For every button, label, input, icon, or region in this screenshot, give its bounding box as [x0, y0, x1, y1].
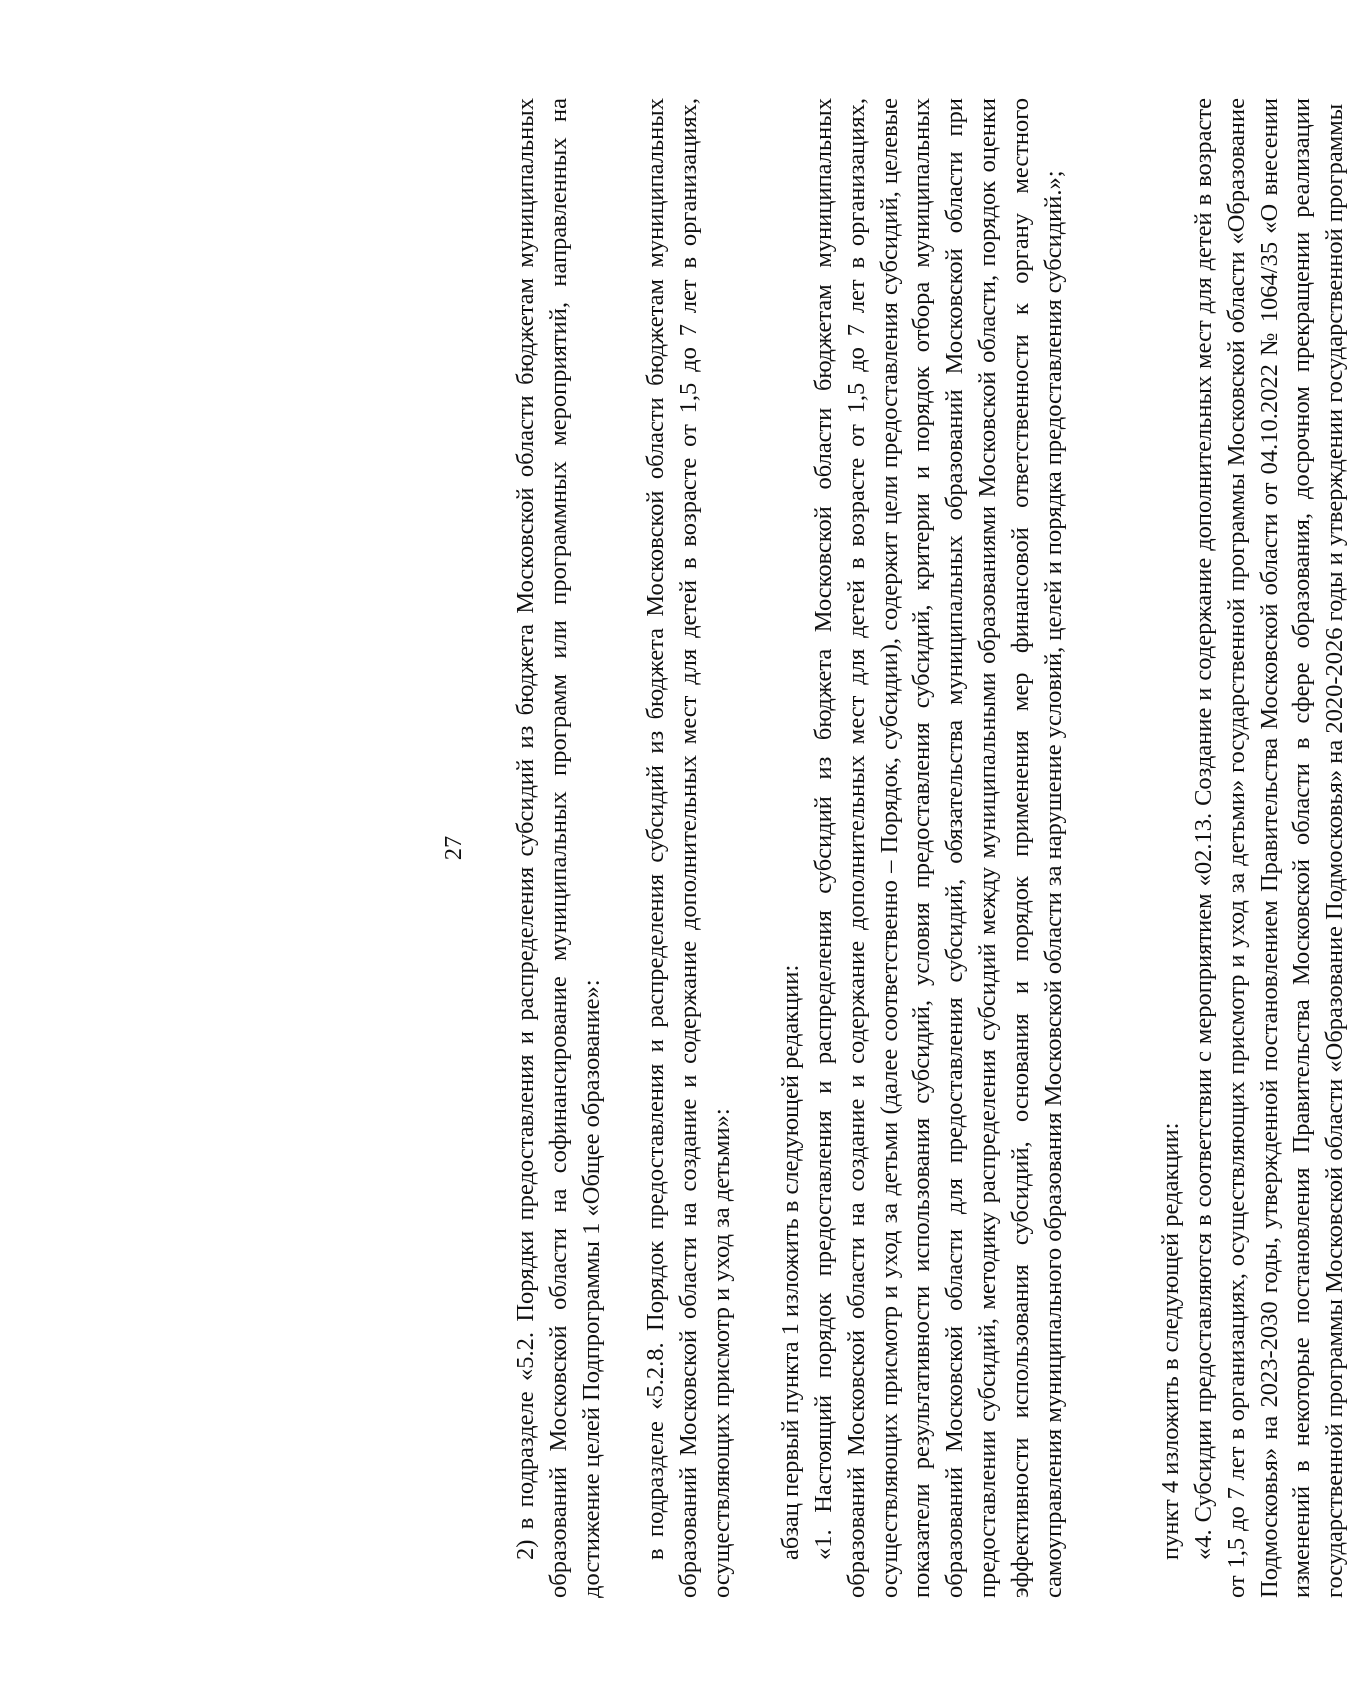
- paragraph-amend-point-1: абзац первый пункта 1 изложить в следующей редакции:: [777, 964, 804, 1560]
- rotated-page-content: [430, 98, 1370, 1598]
- paragraph-subsection-5-2: 2) в подразделе «5.2. Порядки предоставления и распределения субсидий из бюджета Московской области бюджетам муниципальных образований Московской области на софинансирование муниципальных программ или программных мероприятий, направленных на достижение целей Подпрограммы 1 «Общее образование»:: [512, 98, 605, 1598]
- paragraph-point-1-text: «1. Настоящий порядок предоставления и распределения субсидий из бюджета Московской области бюджетам муниципальных образований Московской области на создание и содержание дополнительных мест для детей в возрасте от 1,5 до 7 лет в организациях, осуществляющих присмотр и уход за детьми (далее соответственно – Порядок, субсидии), содержит цели предоставления субсидий, целевые показатели результативности использования субсидий, условия предоставления субсидий, критерии и порядок отбора муниципальных образований Московской области для предоставления субсидий, обязательства муниципальных образований Московской области при предоставлении субсидий, методику распределения субсидий между муниципальными образованиями Московской области, порядок оценки эффективности использования субсидий, основания и порядок применения мер финансовой ответственности к органу местного самоуправления муниципального образования Московской области за нарушение условий, целей и порядка предоставления субсидий.»;: [810, 98, 1067, 1598]
- paragraph-subsection-5-2-8: в подразделе «5.2.8. Порядок предоставления и распределения субсидий из бюджета Московской области бюджетам муниципальных образований Московской области на создание и содержание дополнительных мест для детей в возрасте от 1,5 до 7 лет в организациях, осуществляющих присмотр и уход за детьми»:: [642, 98, 735, 1598]
- paragraph-point-4-text: «4. Субсидии предоставляются в соответствии с мероприятием «02.13. Создание и содержание дополнительных мест для детей в возрасте от 1,5 до 7 лет в организациях, осуществляющих присмотр и уход за детьми» государственной программы Московской области «Образование Подмосковья» на 2023-2030 годы, утвержденной постановлением Правительства Московской области от 04.10.2022 № 1064/35 «О внесении изменений в некоторые постановления Правительства Московской области в сфере образования, досрочном прекращении реализации государственной программы Московской области «Образование Подмосковья» на 2020-2026 годы и утверждении государственной программы: [1190, 98, 1349, 1598]
- page-number: 27: [440, 835, 467, 861]
- paragraph-amend-point-4: пункт 4 изложить в следующей редакции:: [1157, 1122, 1184, 1560]
